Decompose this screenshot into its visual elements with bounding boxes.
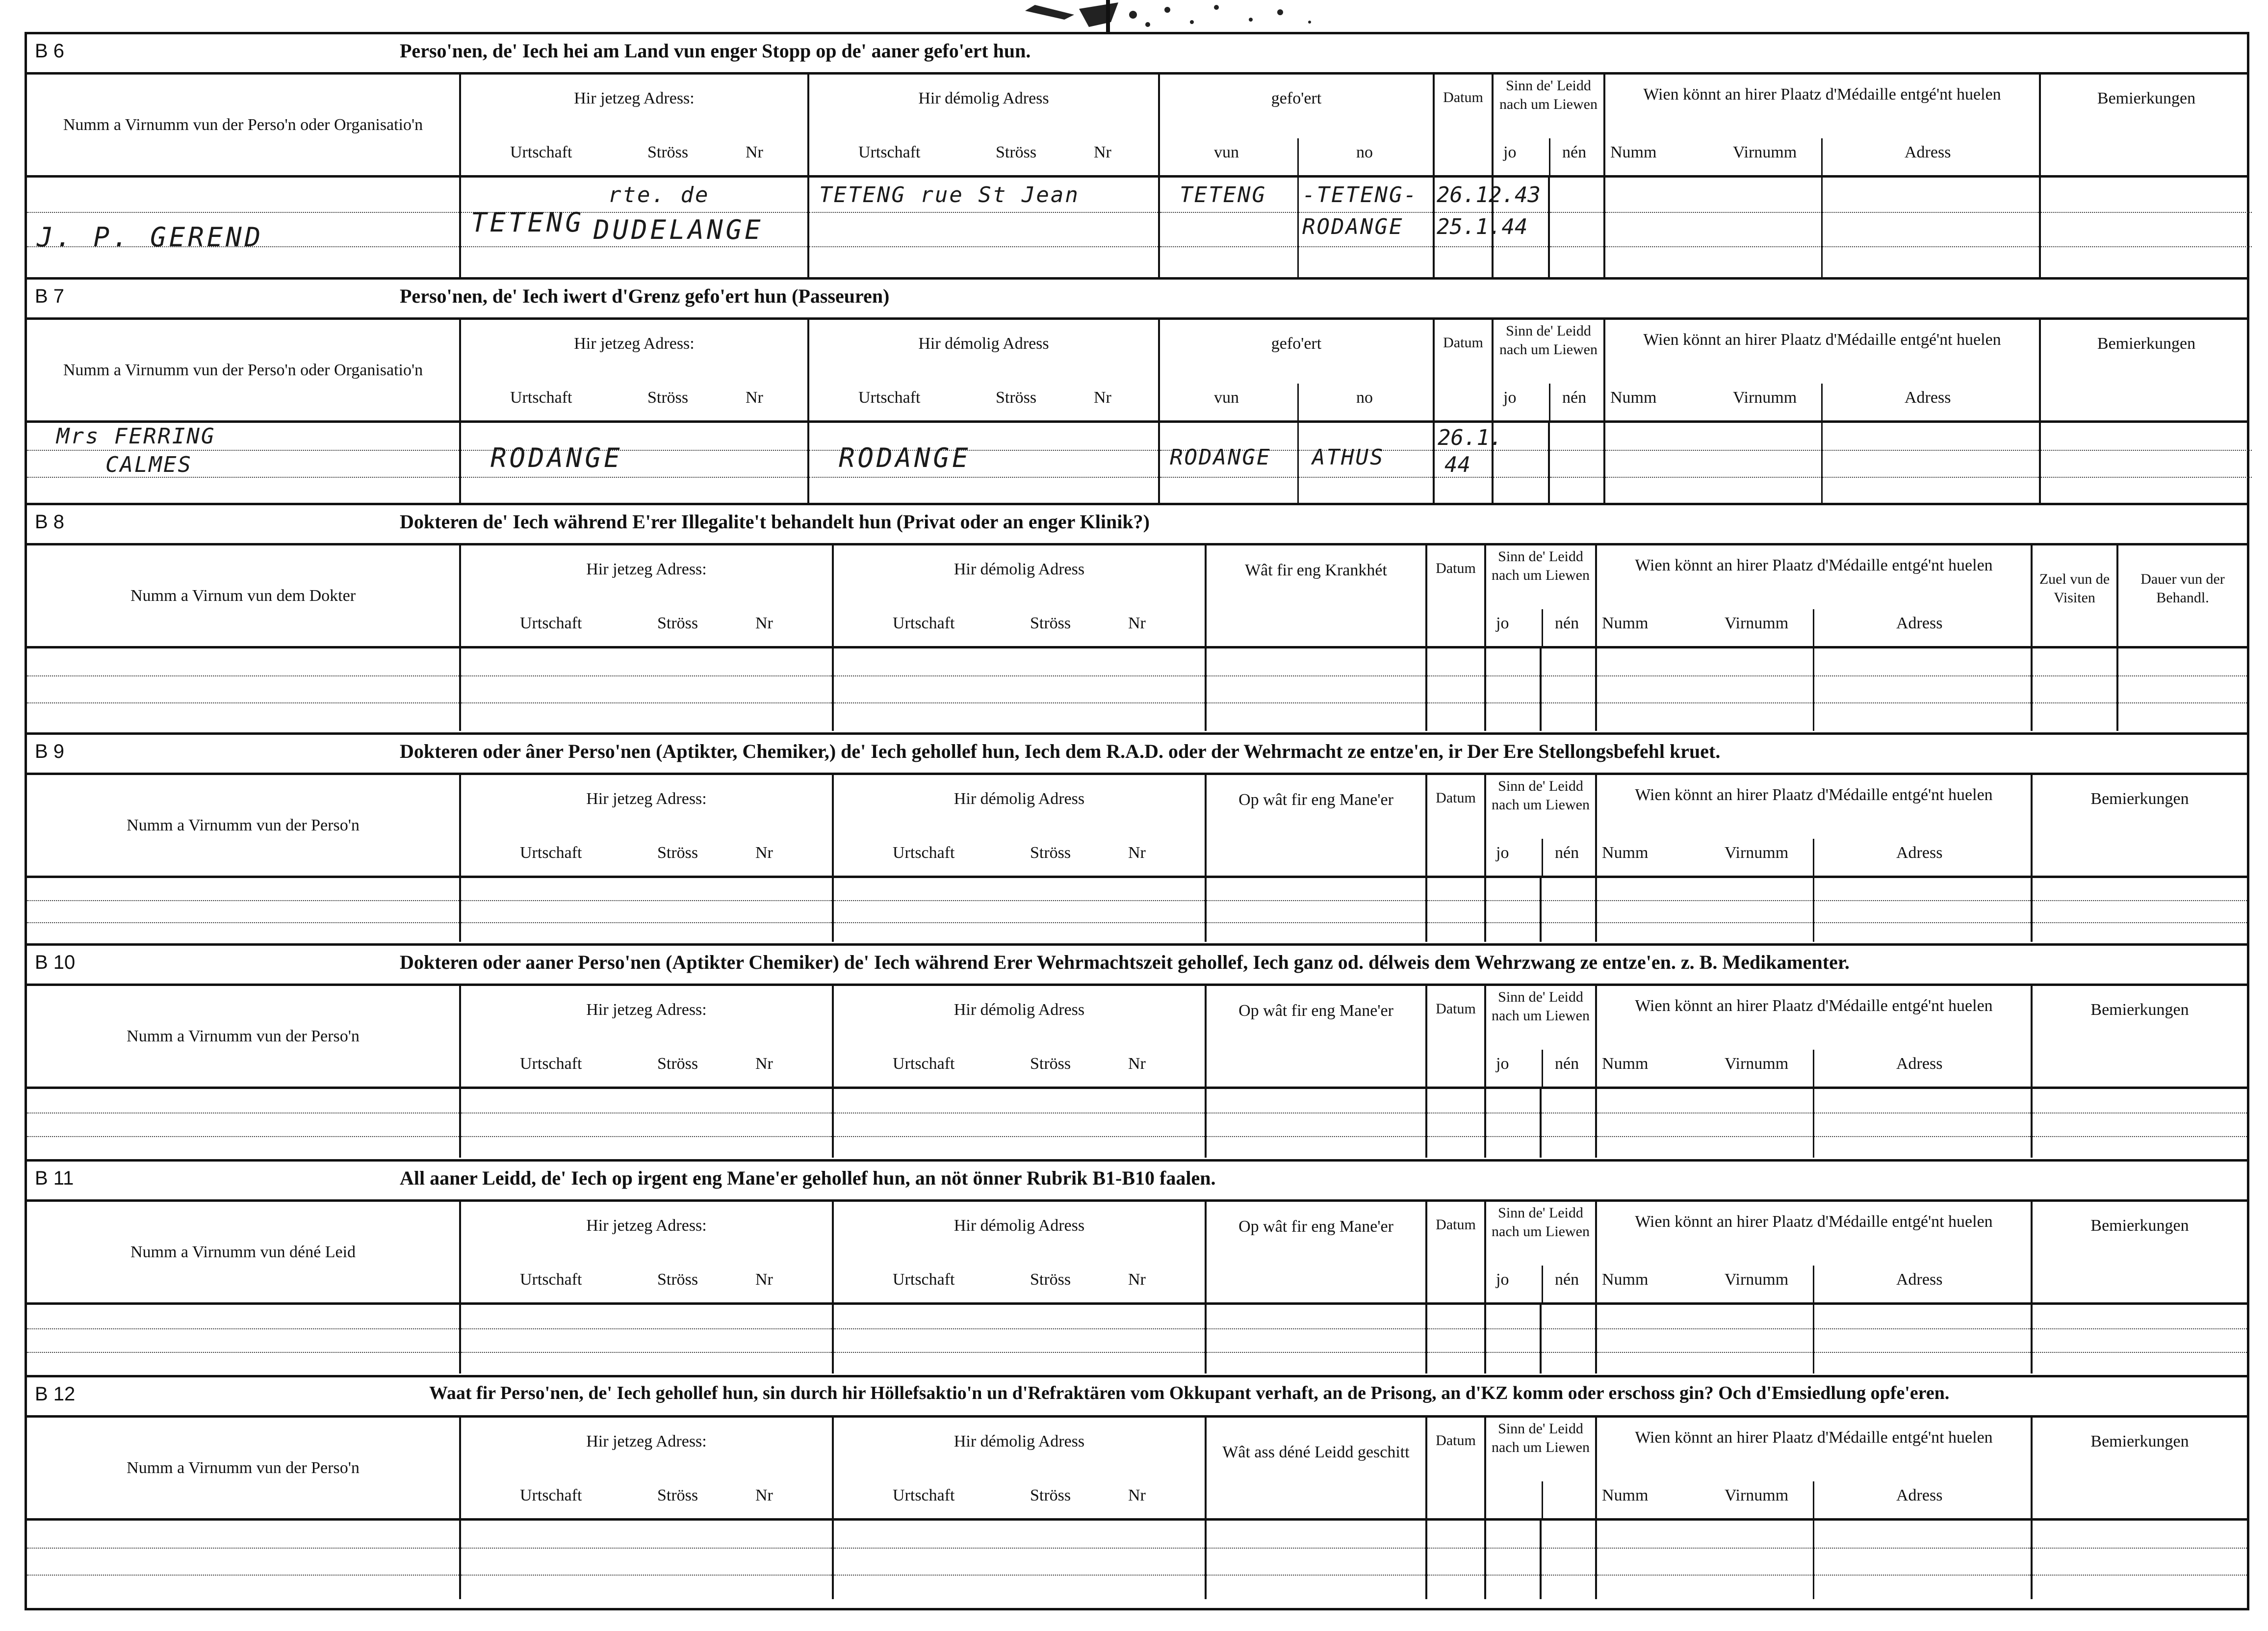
name-header: Numm bbox=[1602, 1270, 1649, 1289]
name-header: Numm bbox=[1602, 844, 1649, 862]
happened-header: Wât ass déné Leidd geschitt bbox=[1222, 1443, 1410, 1461]
sense-header: Sinn de' Leidd nach um Liewen bbox=[1492, 989, 1590, 1024]
col-name-header: Numm a Virnumm vun der Perso'n oder Organisatio'n bbox=[63, 361, 423, 379]
entry-current-address-cell[interactable] bbox=[461, 423, 809, 505]
handwritten-town: RODANGE bbox=[490, 442, 623, 473]
town-header: Urtschaft bbox=[893, 1486, 955, 1504]
handwritten-to: RODANGE bbox=[1302, 214, 1404, 239]
sense-header: Sinn de' Leidd nach um Liewen bbox=[1492, 548, 1590, 583]
duration-header: Dauer vun der Behandl. bbox=[2140, 571, 2225, 606]
section-header bbox=[27, 34, 2247, 75]
town-header: Urtschaft bbox=[893, 614, 955, 632]
form-sheet bbox=[25, 32, 2249, 1610]
section-code: B 6 bbox=[35, 40, 65, 62]
address-header: Adress bbox=[1896, 1486, 1943, 1504]
remarks-header: Bemierkungen bbox=[2090, 1001, 2189, 1019]
column-header-row bbox=[27, 320, 2247, 423]
town-header: Urtschaft bbox=[520, 1270, 582, 1289]
col-name-header: Numm a Virnumm vun déné Leid bbox=[130, 1243, 356, 1261]
section-header bbox=[27, 280, 2247, 320]
sense-header: Sinn de' Leidd nach um Liewen bbox=[1492, 1421, 1590, 1455]
yes-header: jo bbox=[1496, 614, 1509, 632]
section-title: Dokteren de' Iech während E'rer Illegalite't behandelt hun (Privat oder an enger Klinik?) bbox=[400, 511, 1150, 533]
first-name-header: Virnumm bbox=[1733, 388, 1797, 407]
number-header: Nr bbox=[755, 1055, 773, 1073]
entry-date-cell[interactable] bbox=[1435, 423, 1503, 505]
manner-header: Op wât fir eng Mane'er bbox=[1238, 1002, 1393, 1020]
sense-header: Sinn de' Leidd nach um Liewen bbox=[1499, 323, 1598, 358]
date-header: Datum bbox=[1436, 560, 1476, 576]
current-address-header: Hir jetzeg Adress: bbox=[586, 1217, 707, 1235]
entry-former-address-cell[interactable] bbox=[809, 423, 1160, 505]
section-title: Perso'nen, de' Iech hei am Land vun enger Stopp op de' aaner gefo'ert hun. bbox=[400, 40, 1031, 62]
street-header: Ströss bbox=[657, 1486, 698, 1504]
name-header: Numm bbox=[1602, 614, 1649, 632]
entry-date-cell[interactable] bbox=[1435, 178, 1541, 280]
street-header: Ströss bbox=[996, 143, 1037, 161]
yes-header: jo bbox=[1496, 844, 1509, 862]
table-row bbox=[27, 648, 2247, 731]
name-header: Numm bbox=[1602, 1486, 1649, 1504]
no-header: nén bbox=[1555, 844, 1579, 862]
number-header: Nr bbox=[1094, 143, 1111, 161]
medal-header: Wien könnt an hirer Plaatz d'Médaille entgé'nt huelen bbox=[1643, 85, 2001, 104]
column-header-row bbox=[27, 1202, 2247, 1305]
manner-header: Op wât fir eng Mane'er bbox=[1238, 791, 1393, 809]
former-address-header: Hir démolig Adress bbox=[954, 790, 1085, 808]
section-code: B 7 bbox=[35, 285, 65, 307]
number-header: Nr bbox=[755, 1270, 773, 1289]
date-header: Datum bbox=[1443, 89, 1483, 105]
first-name-header: Virnumm bbox=[1725, 1486, 1789, 1504]
medal-header: Wien könnt an hirer Plaatz d'Médaille entgé'nt huelen bbox=[1635, 1428, 1993, 1447]
manner-header: Op wât fir eng Mane'er bbox=[1238, 1217, 1393, 1236]
handwritten-from: TETENG bbox=[1180, 182, 1266, 207]
street-header: Ströss bbox=[1030, 1270, 1071, 1289]
section-b10 bbox=[27, 946, 2247, 1162]
current-address-header: Hir jetzeg Adress: bbox=[586, 1432, 707, 1450]
medal-header: Wien könnt an hirer Plaatz d'Médaille entgé'nt huelen bbox=[1643, 331, 2001, 349]
address-header: Adress bbox=[1905, 388, 1951, 407]
no-header: nén bbox=[1555, 614, 1579, 632]
town-header: Urtschaft bbox=[520, 844, 582, 862]
street-header: Ströss bbox=[1030, 844, 1071, 862]
medal-header: Wien könnt an hirer Plaatz d'Médaille entgé'nt huelen bbox=[1635, 556, 1993, 574]
address-header: Adress bbox=[1896, 1055, 1943, 1073]
ink-smudge bbox=[1005, 0, 1344, 34]
current-address-header: Hir jetzeg Adress: bbox=[586, 1001, 707, 1019]
former-address-header: Hir démolig Adress bbox=[954, 1217, 1085, 1235]
remarks-header: Bemierkungen bbox=[2097, 335, 2196, 353]
number-header: Nr bbox=[1128, 1270, 1146, 1289]
column-header-row bbox=[27, 986, 2247, 1089]
handwritten-to: ATHUS bbox=[1312, 445, 1385, 470]
address-header: Adress bbox=[1896, 614, 1943, 632]
street-header: Ströss bbox=[1030, 614, 1071, 632]
street-header: Ströss bbox=[647, 388, 689, 407]
no-header: nén bbox=[1555, 1055, 1579, 1073]
handwritten-former-address: TETENG rue St Jean bbox=[819, 182, 1080, 207]
section-code: B 8 bbox=[35, 511, 65, 533]
table-row bbox=[27, 1305, 2247, 1373]
handwritten-date: 44 bbox=[1444, 452, 1470, 477]
handwritten-name: J. P. GEREND bbox=[37, 222, 264, 253]
section-b6 bbox=[27, 34, 2247, 280]
street-header: Ströss bbox=[1030, 1486, 1071, 1504]
entry-current-address-cell[interactable] bbox=[461, 178, 809, 280]
former-address-header: Hir démolig Adress bbox=[954, 560, 1085, 578]
number-header: Nr bbox=[746, 143, 763, 161]
section-title: Waat fir Perso'nen, de' Iech gehollef hun, sin durch hir Höllefsaktio'n un d'Refraktären vom Okkupant verhaft, an de Prisong, an d'KZ komm oder erschoss gin? Och d'Emsiedlung opfe'eren. bbox=[429, 1383, 1950, 1403]
number-header: Nr bbox=[746, 388, 763, 407]
first-name-header: Virnumm bbox=[1725, 844, 1789, 862]
section-title: All aaner Leidd, de' Iech op irgent eng Mane'er gehollef hun, an nöt önner Rubrik B1-B10 faalen. bbox=[400, 1167, 1216, 1189]
medal-header: Wien könnt an hirer Plaatz d'Médaille entgé'nt huelen bbox=[1635, 997, 1993, 1015]
number-header: Nr bbox=[755, 844, 773, 862]
handwritten-name: Mrs FERRING bbox=[56, 424, 216, 449]
led-header: gefo'ert bbox=[1271, 89, 1322, 107]
number-header: Nr bbox=[1128, 1055, 1146, 1073]
first-name-header: Virnumm bbox=[1733, 143, 1797, 161]
led-header: gefo'ert bbox=[1271, 335, 1322, 353]
former-address-header: Hir démolig Adress bbox=[918, 89, 1049, 107]
address-header: Adress bbox=[1896, 1270, 1943, 1289]
handwritten-street: rte. de bbox=[608, 182, 710, 207]
handwritten-date: 26.1. bbox=[1438, 425, 1503, 450]
town-header: Urtschaft bbox=[520, 1486, 582, 1504]
section-title: Dokteren oder âner Perso'nen (Aptikter, Chemiker,) de' Iech gehollef hun, Iech dem R.A.D. oder der Wehrmacht ze entze'en, ir Der Ere Stellongsbefehl kruet. bbox=[400, 740, 1721, 762]
name-header: Numm bbox=[1602, 1055, 1649, 1073]
col-name-header: Numm a Virnumm vun der Perso'n oder Organisatio'n bbox=[63, 115, 423, 134]
section-header bbox=[27, 505, 2247, 545]
column-header-row bbox=[27, 545, 2247, 648]
section-b12 bbox=[27, 1377, 2247, 1603]
table-row bbox=[27, 423, 2247, 505]
column-header-row bbox=[27, 1418, 2247, 1521]
entry-name-cell[interactable] bbox=[27, 178, 461, 280]
street-header: Ströss bbox=[996, 388, 1037, 407]
no-header: nén bbox=[1562, 388, 1587, 407]
section-header bbox=[27, 1377, 2247, 1418]
handwritten-to: -TETENG- bbox=[1302, 182, 1418, 207]
first-name-header: Virnumm bbox=[1725, 1055, 1789, 1073]
town-header: Urtschaft bbox=[858, 388, 921, 407]
current-address-header: Hir jetzeg Adress: bbox=[574, 335, 695, 353]
date-header: Datum bbox=[1443, 335, 1483, 351]
yes-header: jo bbox=[1496, 1270, 1509, 1289]
handwritten-name: CALMES bbox=[105, 452, 192, 477]
entry-led-cell[interactable] bbox=[1160, 178, 1435, 280]
number-header: Nr bbox=[1128, 614, 1146, 632]
town-header: Urtschaft bbox=[510, 388, 572, 407]
from-header: vun bbox=[1214, 143, 1239, 161]
date-header: Datum bbox=[1436, 790, 1476, 806]
section-code: B 11 bbox=[35, 1167, 74, 1189]
section-header bbox=[27, 946, 2247, 986]
address-header: Adress bbox=[1905, 143, 1951, 161]
table-row bbox=[27, 1521, 2247, 1599]
former-address-header: Hir démolig Adress bbox=[918, 335, 1049, 353]
to-header: no bbox=[1356, 388, 1373, 407]
illness-header: Wât fir eng Krankhét bbox=[1245, 561, 1387, 579]
date-header: Datum bbox=[1436, 1001, 1476, 1017]
remarks-header: Bemierkungen bbox=[2090, 790, 2189, 808]
no-header: nén bbox=[1555, 1270, 1579, 1289]
col-name-header: Numm a Virnumm vun der Perso'n bbox=[127, 816, 360, 834]
first-name-header: Virnumm bbox=[1725, 1270, 1789, 1289]
section-code: B 9 bbox=[35, 741, 65, 762]
sense-header: Sinn de' Leidd nach um Liewen bbox=[1492, 1205, 1590, 1240]
street-header: Ströss bbox=[657, 1270, 698, 1289]
current-address-header: Hir jetzeg Adress: bbox=[586, 790, 707, 808]
name-header: Numm bbox=[1610, 143, 1657, 161]
remarks-header: Bemierkungen bbox=[2090, 1217, 2189, 1235]
remarks-header: Bemierkungen bbox=[2097, 89, 2196, 107]
remarks-header: Bemierkungen bbox=[2090, 1432, 2189, 1450]
town-header: Urtschaft bbox=[858, 143, 921, 161]
section-title: Dokteren oder aaner Perso'nen (Aptikter Chemiker) de' Iech während Erer Wehrmachtszeit gehollef, Iech ganz od. délweis dem Wehrzwang ze entze'en. z. B. Medikamenter. bbox=[400, 951, 1850, 973]
handwritten-from: RODANGE bbox=[1170, 445, 1271, 470]
town-header: Urtschaft bbox=[893, 1055, 955, 1073]
street-header: Ströss bbox=[657, 614, 698, 632]
sense-header: Sinn de' Leidd nach um Liewen bbox=[1499, 78, 1598, 112]
street-header: Ströss bbox=[647, 143, 689, 161]
former-address-header: Hir démolig Adress bbox=[954, 1432, 1085, 1450]
section-code: B 12 bbox=[35, 1383, 76, 1405]
street-header: Ströss bbox=[1030, 1055, 1071, 1073]
section-b7 bbox=[27, 280, 2247, 505]
section-b8 bbox=[27, 505, 2247, 735]
col-name-header: Numm a Virnumm vun der Perso'n bbox=[127, 1027, 360, 1045]
table-row bbox=[27, 178, 2247, 280]
yes-header: jo bbox=[1503, 143, 1517, 161]
table-row bbox=[27, 878, 2247, 942]
first-name-header: Virnumm bbox=[1725, 614, 1789, 632]
column-header-row bbox=[27, 775, 2247, 878]
section-header bbox=[27, 1162, 2247, 1202]
section-code: B 10 bbox=[35, 952, 76, 973]
to-header: no bbox=[1356, 143, 1373, 161]
handwritten-date: 25.1.44 bbox=[1437, 214, 1528, 239]
date-header: Datum bbox=[1436, 1217, 1476, 1233]
visits-header: Zuel vun de Visiten bbox=[2039, 571, 2110, 606]
town-header: Urtschaft bbox=[520, 1055, 582, 1073]
entry-former-address-cell[interactable] bbox=[809, 178, 1160, 280]
medal-header: Wien könnt an hirer Plaatz d'Médaille entgé'nt huelen bbox=[1635, 786, 1993, 804]
yes-header: jo bbox=[1496, 1055, 1509, 1073]
entry-name-cell[interactable] bbox=[27, 423, 461, 505]
number-header: Nr bbox=[1128, 1486, 1146, 1504]
medal-header: Wien könnt an hirer Plaatz d'Médaille entgé'nt huelen bbox=[1635, 1213, 1993, 1231]
town-header: Urtschaft bbox=[893, 1270, 955, 1289]
number-header: Nr bbox=[755, 614, 773, 632]
handwritten-town: DUDELANGE bbox=[593, 214, 764, 245]
town-header: Urtschaft bbox=[510, 143, 572, 161]
address-header: Adress bbox=[1896, 844, 1943, 862]
former-address-header: Hir démolig Adress bbox=[954, 1001, 1085, 1019]
town-header: Urtschaft bbox=[520, 614, 582, 632]
sense-header: Sinn de' Leidd nach um Liewen bbox=[1492, 778, 1590, 813]
section-b9 bbox=[27, 735, 2247, 946]
section-b11 bbox=[27, 1162, 2247, 1377]
number-header: Nr bbox=[1094, 388, 1111, 407]
number-header: Nr bbox=[755, 1486, 773, 1504]
number-header: Nr bbox=[1128, 844, 1146, 862]
current-address-header: Hir jetzeg Adress: bbox=[574, 89, 695, 107]
date-header: Datum bbox=[1436, 1432, 1476, 1449]
current-address-header: Hir jetzeg Adress: bbox=[586, 560, 707, 578]
table-row bbox=[27, 1089, 2247, 1158]
yes-header: jo bbox=[1503, 388, 1517, 407]
handwritten-town: TETENG bbox=[471, 207, 585, 238]
column-header-row bbox=[27, 75, 2247, 178]
section-header bbox=[27, 735, 2247, 775]
street-header: Ströss bbox=[657, 844, 698, 862]
no-header: nén bbox=[1562, 143, 1587, 161]
town-header: Urtschaft bbox=[893, 844, 955, 862]
from-header: vun bbox=[1214, 388, 1239, 407]
name-header: Numm bbox=[1610, 388, 1657, 407]
section-title: Perso'nen, de' Iech iwert d'Grenz gefo'ert hun (Passeuren) bbox=[400, 285, 890, 307]
entry-led-cell[interactable] bbox=[1160, 423, 1435, 505]
col-name-header: Numm a Virnum vun dem Dokter bbox=[130, 586, 356, 605]
street-header: Ströss bbox=[657, 1055, 698, 1073]
col-name-header: Numm a Virnumm vun der Perso'n bbox=[127, 1458, 360, 1477]
handwritten-date: 26.12.43 bbox=[1437, 182, 1541, 207]
handwritten-town: RODANGE bbox=[839, 442, 971, 473]
